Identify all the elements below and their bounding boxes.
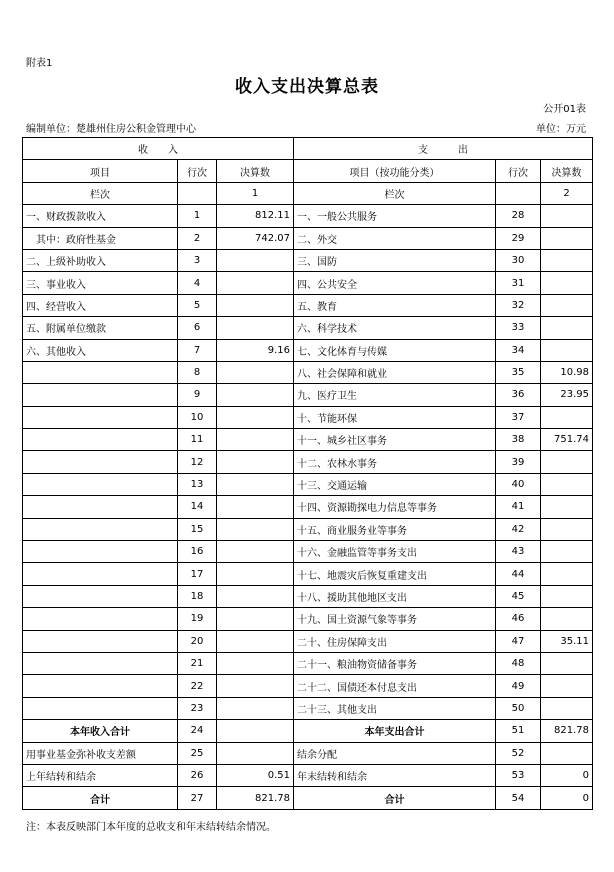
table-row — [23, 384, 593, 406]
expense-item: 二十三、其他支出 — [294, 697, 496, 719]
expense-item: 合计 — [294, 787, 496, 809]
income-rowno: 23 — [178, 697, 217, 719]
income-rowno: 1 — [178, 205, 217, 227]
expense-item: 八、社会保障和就业 — [294, 361, 496, 383]
table-row — [23, 406, 593, 428]
income-rowno: 15 — [178, 518, 217, 540]
table-row — [23, 563, 593, 585]
income-item — [23, 563, 178, 585]
income-amount — [217, 563, 294, 585]
expense-amount — [541, 317, 593, 339]
expense-rowno: 48 — [496, 652, 541, 674]
income-item: 一、财政拨款收入 — [23, 205, 178, 227]
expense-rowno: 36 — [496, 384, 541, 406]
expense-item: 五、教育 — [294, 294, 496, 316]
expense-amount — [541, 563, 593, 585]
expense-rowno: 39 — [496, 451, 541, 473]
expense-rowno: 45 — [496, 585, 541, 607]
form-number: 公开01表 — [543, 104, 586, 115]
table-row — [23, 630, 593, 652]
table-row — [23, 249, 593, 271]
expense-rowno: 32 — [496, 294, 541, 316]
income-amount — [217, 518, 294, 540]
expense-amount — [541, 473, 593, 495]
unit-label: 单位：万元 — [536, 124, 586, 135]
table-body — [23, 138, 593, 810]
income-amount: 9.16 — [217, 339, 294, 361]
expense-amount: 821.78 — [541, 720, 593, 742]
col-index-2: 2 — [541, 182, 593, 204]
expense-amount: 0 — [541, 764, 593, 786]
table-row — [23, 742, 593, 764]
income-amount — [217, 249, 294, 271]
income-rowno: 26 — [178, 764, 217, 786]
expense-rowno: 50 — [496, 697, 541, 719]
income-amount — [217, 272, 294, 294]
income-item — [23, 675, 178, 697]
page-title: 收入支出决算总表 — [235, 77, 379, 97]
expense-amount — [541, 518, 593, 540]
income-rowno: 24 — [178, 720, 217, 742]
income-rowno: 5 — [178, 294, 217, 316]
expense-rowno: 29 — [496, 227, 541, 249]
income-rowno: 2 — [178, 227, 217, 249]
expense-amount — [541, 608, 593, 630]
expense-rowno: 40 — [496, 473, 541, 495]
table-row — [23, 227, 593, 249]
col-label-left: 栏次 — [23, 182, 178, 204]
expense-rowno: 31 — [496, 272, 541, 294]
header-amount: 决算数 — [217, 160, 294, 182]
expense-item: 二十、住房保障支出 — [294, 630, 496, 652]
expense-amount — [541, 652, 593, 674]
table-row — [23, 272, 593, 294]
expense-item: 二十二、国债还本付息支出 — [294, 675, 496, 697]
expense-rowno: 35 — [496, 361, 541, 383]
expense-item: 二十一、粮油物资储备事务 — [294, 652, 496, 674]
expense-rowno: 34 — [496, 339, 541, 361]
expense-amount: 35.11 — [541, 630, 593, 652]
income-rowno: 7 — [178, 339, 217, 361]
income-amount — [217, 473, 294, 495]
income-rowno: 10 — [178, 406, 217, 428]
income-amount — [217, 720, 294, 742]
expense-amount — [541, 496, 593, 518]
expense-item: 本年支出合计 — [294, 720, 496, 742]
expense-rowno: 49 — [496, 675, 541, 697]
expense-rowno: 28 — [496, 205, 541, 227]
header-exp-rowno: 行次 — [496, 160, 541, 182]
income-item: 三、事业收入 — [23, 272, 178, 294]
table-row — [23, 429, 593, 451]
income-rowno: 16 — [178, 541, 217, 563]
expense-amount — [541, 227, 593, 249]
header-row-columns — [23, 160, 593, 182]
income-item — [23, 429, 178, 451]
expense-item: 七、文化体育与传媒 — [294, 339, 496, 361]
expense-item: 十四、资源勘探电力信息等事务 — [294, 496, 496, 518]
income-rowno: 18 — [178, 585, 217, 607]
income-rowno: 22 — [178, 675, 217, 697]
income-item — [23, 496, 178, 518]
budget-table — [22, 137, 593, 810]
table-row — [23, 697, 593, 719]
expense-rowno: 51 — [496, 720, 541, 742]
income-amount — [217, 317, 294, 339]
income-item: 四、经营收入 — [23, 294, 178, 316]
income-amount — [217, 652, 294, 674]
table-row — [23, 473, 593, 495]
expense-amount — [541, 205, 593, 227]
income-amount — [217, 742, 294, 764]
expense-amount — [541, 541, 593, 563]
income-rowno: 13 — [178, 473, 217, 495]
income-amount — [217, 361, 294, 383]
expense-item: 一、一般公共服务 — [294, 205, 496, 227]
income-item — [23, 406, 178, 428]
income-item — [23, 384, 178, 406]
income-item — [23, 361, 178, 383]
income-amount — [217, 630, 294, 652]
income-rowno: 17 — [178, 563, 217, 585]
table-row — [23, 675, 593, 697]
income-amount — [217, 384, 294, 406]
expense-rowno: 53 — [496, 764, 541, 786]
income-amount — [217, 675, 294, 697]
income-rowno: 19 — [178, 608, 217, 630]
income-amount: 0.51 — [217, 764, 294, 786]
expense-rowno: 42 — [496, 518, 541, 540]
income-item — [23, 697, 178, 719]
table-row — [23, 205, 593, 227]
income-rowno: 11 — [178, 429, 217, 451]
table-row — [23, 787, 593, 809]
income-rowno: 12 — [178, 451, 217, 473]
expense-amount — [541, 294, 593, 316]
income-item: 合计 — [23, 787, 178, 809]
expense-rowno: 37 — [496, 406, 541, 428]
expense-amount — [541, 272, 593, 294]
expense-item: 十一、城乡社区事务 — [294, 429, 496, 451]
expense-rowno: 54 — [496, 787, 541, 809]
expense-rowno: 46 — [496, 608, 541, 630]
expense-rowno: 52 — [496, 742, 541, 764]
expense-amount: 23.95 — [541, 384, 593, 406]
income-amount — [217, 585, 294, 607]
table-row — [23, 585, 593, 607]
income-rowno: 27 — [178, 787, 217, 809]
income-rowno: 3 — [178, 249, 217, 271]
income-amount — [217, 294, 294, 316]
income-item: 用事业基金弥补收支差额 — [23, 742, 178, 764]
expense-amount — [541, 675, 593, 697]
income-item — [23, 608, 178, 630]
expense-item: 六、科学技术 — [294, 317, 496, 339]
income-rowno: 8 — [178, 361, 217, 383]
income-rowno: 25 — [178, 742, 217, 764]
col-label-right: 栏次 — [294, 182, 496, 204]
header-item: 项目 — [23, 160, 178, 182]
table-row — [23, 608, 593, 630]
expense-item: 十、节能环保 — [294, 406, 496, 428]
expense-rowno: 30 — [496, 249, 541, 271]
income-item: 上年结转和结余 — [23, 764, 178, 786]
table-row — [23, 652, 593, 674]
table-row — [23, 720, 593, 742]
income-amount — [217, 697, 294, 719]
table-row — [23, 451, 593, 473]
expense-amount — [541, 697, 593, 719]
expense-item: 十六、金融监管等事务支出 — [294, 541, 496, 563]
expense-amount: 10.98 — [541, 361, 593, 383]
income-item: 五、附属单位缴款 — [23, 317, 178, 339]
income-amount — [217, 406, 294, 428]
income-rowno: 6 — [178, 317, 217, 339]
expense-amount — [541, 742, 593, 764]
income-item: 其中：政府性基金 — [23, 227, 178, 249]
expense-rowno: 47 — [496, 630, 541, 652]
income-amount: 742.07 — [217, 227, 294, 249]
table-row — [23, 764, 593, 786]
income-rowno: 14 — [178, 496, 217, 518]
header-income: 收 入 — [23, 138, 294, 160]
table-row — [23, 361, 593, 383]
expense-rowno: 33 — [496, 317, 541, 339]
expense-item: 十二、农林水事务 — [294, 451, 496, 473]
expense-item: 十三、交通运输 — [294, 473, 496, 495]
income-amount — [217, 541, 294, 563]
header-expense: 支 出 — [294, 138, 593, 160]
col-index-1: 1 — [217, 182, 294, 204]
expense-item: 十八、援助其他地区支出 — [294, 585, 496, 607]
income-rowno: 20 — [178, 630, 217, 652]
income-rowno: 21 — [178, 652, 217, 674]
income-amount — [217, 608, 294, 630]
income-item — [23, 451, 178, 473]
footnote: 注：本表反映部门本年度的总收支和年末结转结余情况。 — [26, 822, 276, 833]
expense-item: 年末结转和结余 — [294, 764, 496, 786]
table-row — [23, 339, 593, 361]
income-item: 二、上级补助收入 — [23, 249, 178, 271]
header-rowno: 行次 — [178, 160, 217, 182]
income-rowno: 9 — [178, 384, 217, 406]
income-item — [23, 630, 178, 652]
expense-item: 四、公共安全 — [294, 272, 496, 294]
col-index-blank — [178, 182, 217, 204]
expense-amount — [541, 451, 593, 473]
income-amount: 812.11 — [217, 205, 294, 227]
expense-rowno: 41 — [496, 496, 541, 518]
table-row — [23, 541, 593, 563]
table-row — [23, 294, 593, 316]
expense-item: 二、外交 — [294, 227, 496, 249]
appendix-label: 附表1 — [26, 58, 53, 69]
expense-amount: 751.74 — [541, 429, 593, 451]
income-amount — [217, 451, 294, 473]
header-row-index — [23, 182, 593, 204]
expense-item: 结余分配 — [294, 742, 496, 764]
organization: 编制单位：楚雄州住房公积金管理中心 — [26, 124, 196, 135]
expense-rowno: 38 — [496, 429, 541, 451]
income-amount: 821.78 — [217, 787, 294, 809]
income-item — [23, 473, 178, 495]
expense-amount — [541, 585, 593, 607]
income-item — [23, 585, 178, 607]
income-amount — [217, 496, 294, 518]
col-index-blank-right — [496, 182, 541, 204]
expense-item: 三、国防 — [294, 249, 496, 271]
expense-rowno: 43 — [496, 541, 541, 563]
header-row-group — [23, 138, 593, 160]
expense-amount — [541, 249, 593, 271]
table-row — [23, 518, 593, 540]
header-exp-item: 项目（按功能分类） — [294, 160, 496, 182]
expense-item: 十五、商业服务业等事务 — [294, 518, 496, 540]
expense-rowno: 44 — [496, 563, 541, 585]
income-item — [23, 541, 178, 563]
income-item: 六、其他收入 — [23, 339, 178, 361]
income-item — [23, 518, 178, 540]
income-amount — [217, 429, 294, 451]
expense-item: 九、医疗卫生 — [294, 384, 496, 406]
expense-item: 十七、地震灾后恢复重建支出 — [294, 563, 496, 585]
income-item — [23, 652, 178, 674]
table-row — [23, 496, 593, 518]
expense-item: 十九、国土资源气象等事务 — [294, 608, 496, 630]
header-exp-amount: 决算数 — [541, 160, 593, 182]
expense-amount — [541, 339, 593, 361]
expense-amount: 0 — [541, 787, 593, 809]
income-item: 本年收入合计 — [23, 720, 178, 742]
expense-amount — [541, 406, 593, 428]
income-rowno: 4 — [178, 272, 217, 294]
table-row — [23, 317, 593, 339]
